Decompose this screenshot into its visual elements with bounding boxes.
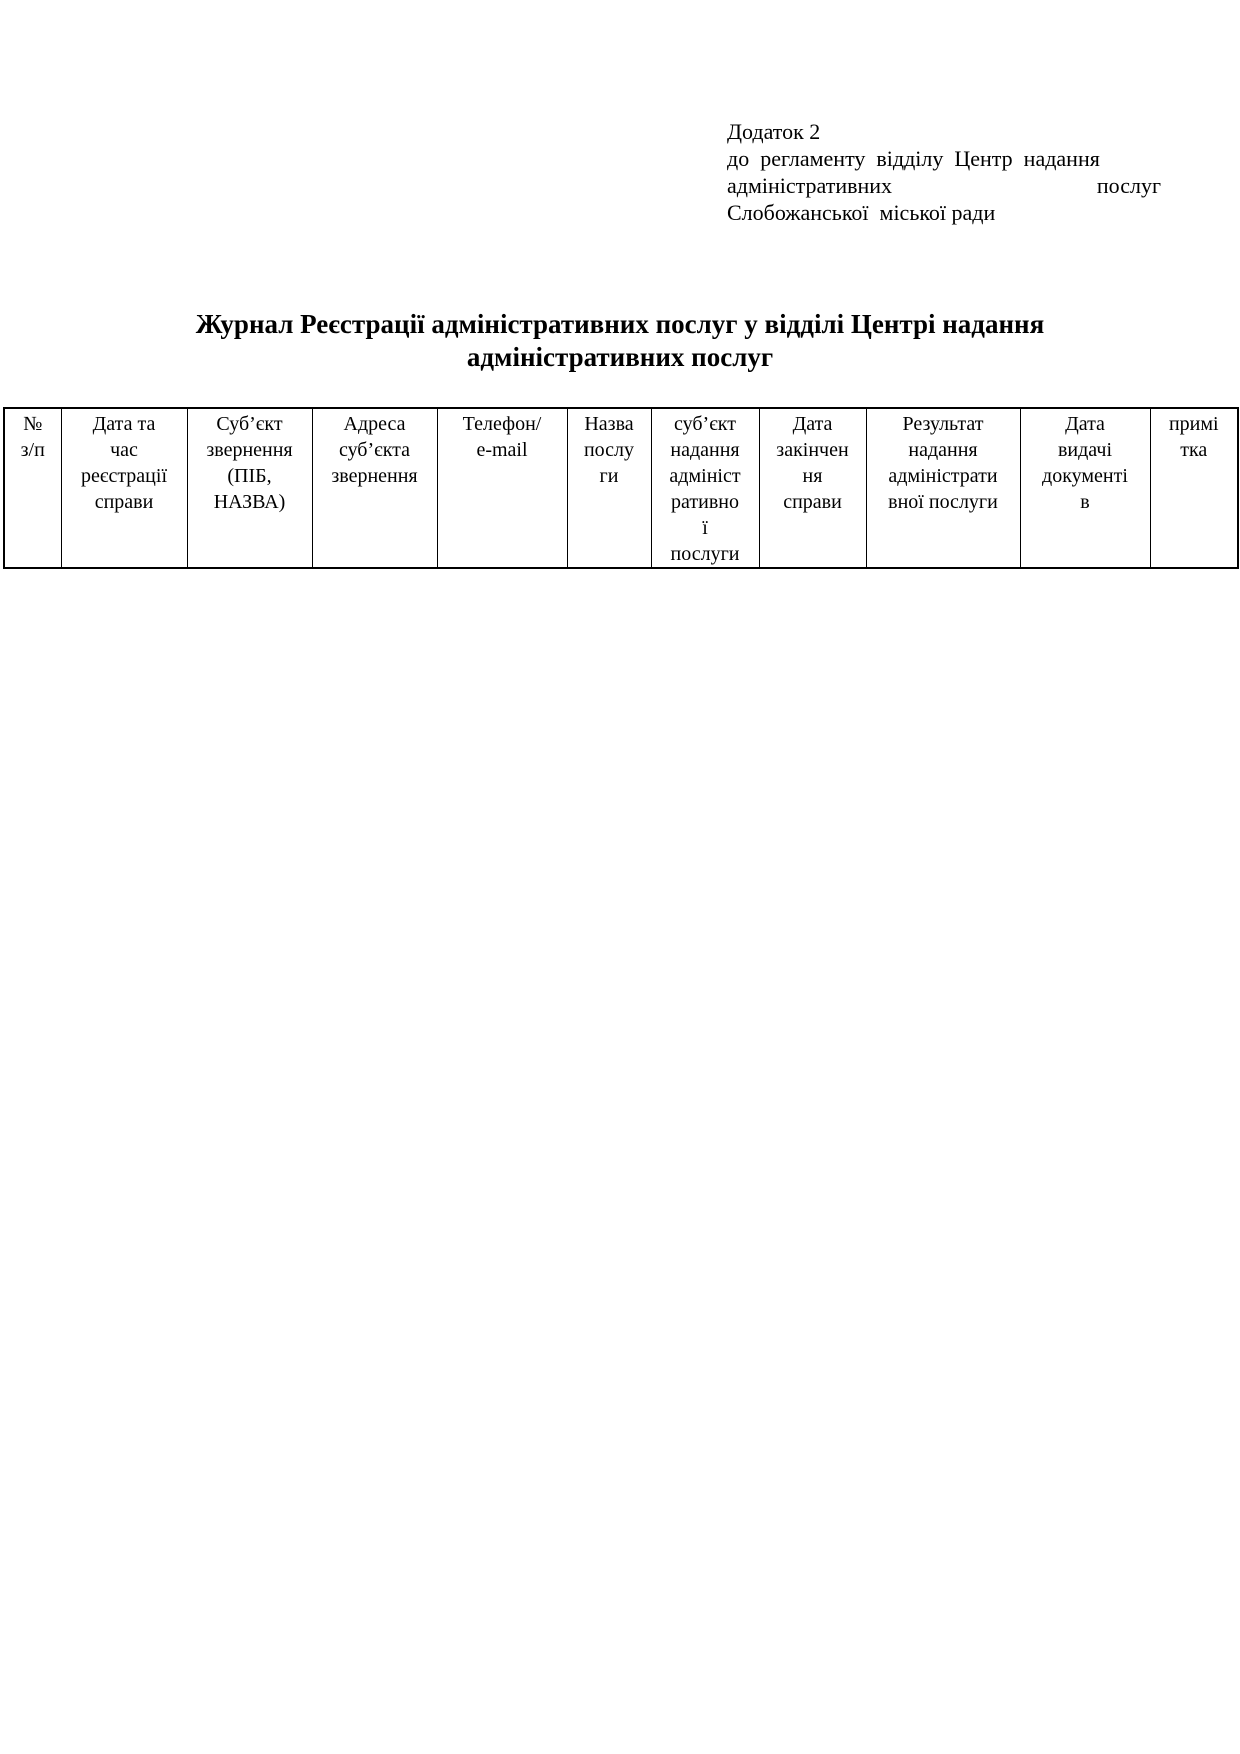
annex-council: Слобожанської міської ради [727, 200, 996, 225]
table-header-row [4, 408, 1238, 568]
registration-journal-table [3, 407, 1239, 569]
header-applicant: Суб’єкт звернення (ПІБ, НАЗВА) [187, 408, 312, 568]
annex-reference-text: до регламенту відділу Центр надання [727, 146, 1100, 171]
annex-service-left: адміністративних [727, 173, 893, 198]
header-service-provider: суб’єкт надання адмініст ративно ї послуги [651, 408, 759, 568]
annex-number: Додаток 2 [727, 119, 821, 144]
header-number: № з/п [4, 408, 61, 568]
header-phone-email: Телефон/ e-mail [437, 408, 567, 568]
header-note: примі тка [1150, 408, 1238, 568]
header-issue-date: Дата видачі документі в [1020, 408, 1150, 568]
annex-reference-line [727, 145, 1161, 172]
journal-title-line-2: адміністративних послуг [466, 342, 774, 372]
annex-service-line [727, 172, 1161, 199]
header-completion-date: Дата закінчен ня справи [759, 408, 866, 568]
annex-block [727, 118, 1161, 226]
journal-title [140, 308, 1100, 374]
header-service-result: Результат надання адміністрати вної послуги [866, 408, 1020, 568]
annex-service-right: послуг [1096, 173, 1161, 198]
journal-title-line-1: Журнал Реєстрації адміністративних послуг у відділі Центрі надання [195, 309, 1045, 339]
header-applicant-address: Адреса суб’єкта звернення [312, 408, 437, 568]
header-service-name: Назва послу ги [567, 408, 651, 568]
header-registration-date: Дата та час реєстрації справи [61, 408, 187, 568]
